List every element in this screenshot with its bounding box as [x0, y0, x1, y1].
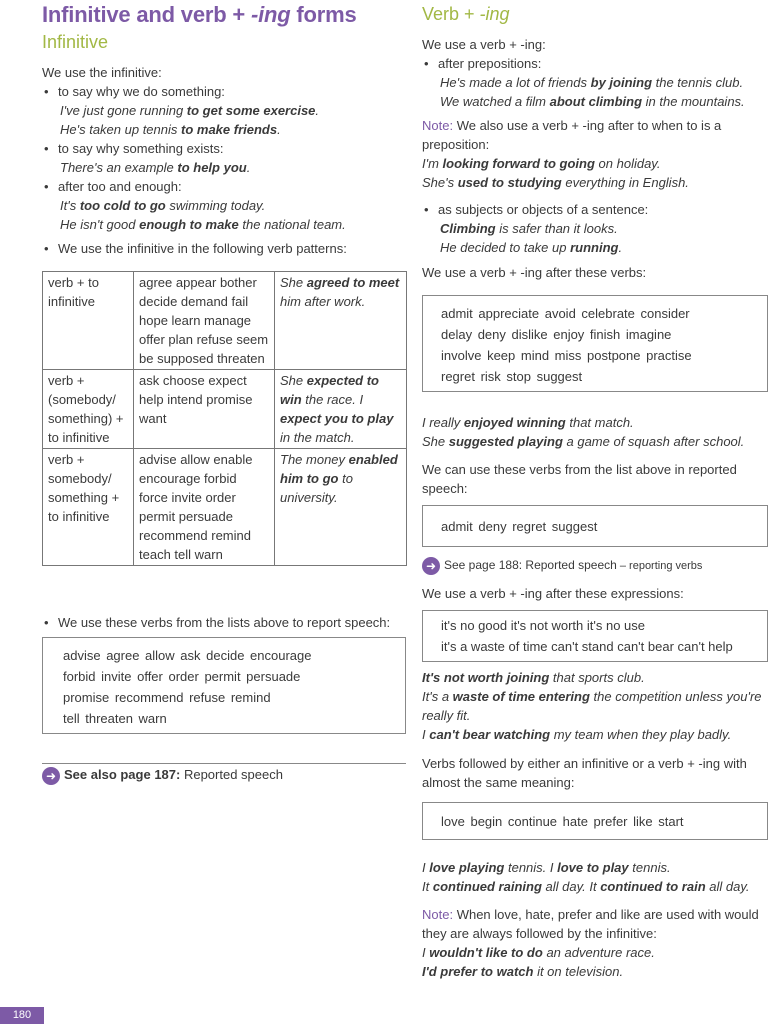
- arrow-right-icon: ➜: [42, 767, 60, 785]
- report-verbs-box: advise agree allow ask decide encourage forbid invite offer order permit persuade promise recommend refuse remind tell threaten warn: [42, 637, 406, 734]
- table-row: [43, 449, 407, 566]
- arrow-right-icon: ➜: [422, 557, 440, 575]
- either-examples: I love playing tennis. I love to play tennis. It continued raining all day. It continued to rain all day.: [422, 860, 750, 894]
- verbs-cell: agree appear bother decide demand fail hope learn manage offer plan refuse seem be supposed threaten: [134, 272, 275, 370]
- verbs-cell: advise allow enable encourage forbid force invite order permit persuade recommend remind teach tell warn: [134, 449, 275, 566]
- section-heading-verb-ing: Verb + -ing: [422, 4, 510, 24]
- expressions-box: it's no good it's not worth it's no use it's a waste of time can't stand can't bear can't help: [422, 610, 768, 662]
- table-row: [43, 272, 407, 370]
- pattern-cell: verb + to infinitive: [43, 272, 134, 370]
- infinitive-rules: We use the infinitive: • to say why we do something: I've just gone running to get some exercise. He's taken up tennis to make friends. • to say why something exists: There's an example to help you. • after too and enough: It's too cold to go swimming today. He isn't good enough to make the national team. • We use the infinitive in the following verb patterns:: [42, 63, 347, 258]
- expression-examples: It's not worth joining that sports club. It's a waste of time entering the competition unless you're really fit. I can't bear watching my team when they play badly.: [422, 670, 762, 742]
- verbs-cell: ask choose expect help intend promise want: [134, 370, 275, 449]
- reported-verbs-box: admit deny regret suggest: [422, 505, 768, 547]
- either-intro: Verbs followed by either an infinitive or a verb + -ing with almost the same meaning:: [422, 756, 747, 790]
- verb-ing-rules: We use a verb + -ing: • after prepositions: He's made a lot of friends by joining the tennis club. We watched a film about climbing in the mountains. Note: We also use a verb + -ing after to when to is a preposition: I'm looking forward to going on holiday. She's used to studying everything in English. • as subjects or objects of a sentence: Climbing is safer than it looks. He decided to take up running. We use a verb + -ing after these verbs:: [422, 35, 745, 282]
- example-cell: She agreed to meet him after work.: [275, 272, 407, 370]
- expressions-intro: We use a verb + -ing after these expressions:: [422, 586, 684, 601]
- page-title: Infinitive and verb + -ing forms: [42, 2, 357, 27]
- would-note: Note: When love, hate, prefer and like are used with would they are always followed by the infinitive: I wouldn't like to do an adventure race. I'd prefer to watch it on television.: [422, 907, 759, 979]
- pattern-cell: verb + (somebody/ something) + to infinitive: [43, 370, 134, 449]
- reported-speech-intro: We can use these verbs from the list above in reported speech:: [422, 462, 737, 496]
- see-page-link[interactable]: ➜ See page 188: Reported speech – reporting verbs: [422, 556, 702, 576]
- ing-examples: I really enjoyed winning that match. She suggested playing a game of squash after school.: [422, 415, 745, 449]
- example-cell: She expected to win the race. I expect you to play in the match.: [275, 370, 407, 449]
- report-speech-intro: • We use these verbs from the lists above to report speech:: [42, 613, 768, 632]
- example-cell: The money enabled him to go to university.: [275, 449, 407, 566]
- divider: [42, 763, 406, 764]
- table-row: [43, 370, 407, 449]
- ing-verbs-box: admit appreciate avoid celebrate consider delay deny dislike enjoy finish imagine involve keep mind miss postpone practise regret risk stop suggest: [422, 295, 768, 392]
- page-number: 180: [0, 1007, 44, 1024]
- section-heading-infinitive: Infinitive: [42, 32, 109, 52]
- verb-patterns-table: [42, 271, 407, 566]
- either-verbs-box: love begin continue hate prefer like start: [422, 802, 768, 840]
- pattern-cell: verb + somebody/ something + to infinitive: [43, 449, 134, 566]
- see-also-link[interactable]: ➜ See also page 187: Reported speech: [42, 765, 283, 785]
